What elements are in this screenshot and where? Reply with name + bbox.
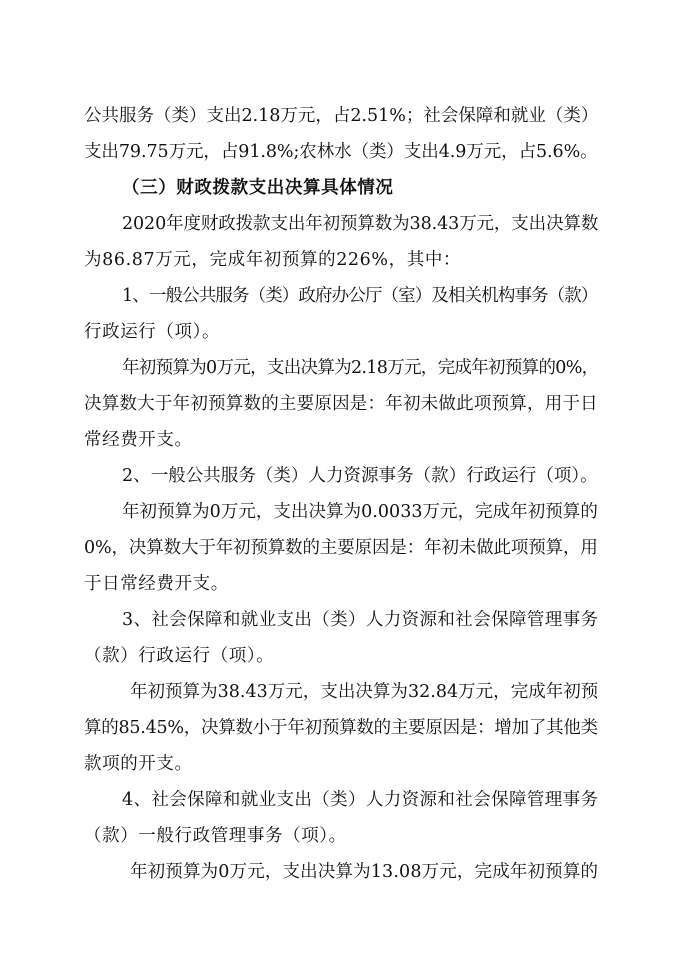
item-1-title-cont: 行政运行（项）。: [84, 322, 221, 342]
body-line-4: 2020年度财政拨款支出年初预算数为38.43万元，支出决算数: [122, 214, 599, 234]
item-1-body-1: 年初预算为0万元，支出决算为2.18万元，完成年初预算的0%，: [122, 358, 599, 378]
item-3-title: 3、社会保障和就业支出（类）人力资源和社会保障管理事务: [122, 610, 599, 630]
item-3-body-2: 算的85.45%，决算数小于年初预算数的主要原因是：增加了其他类: [84, 718, 598, 738]
item-4-title-cont: （款）一般行政管理事务（项）。: [84, 826, 347, 846]
body-line-2: 支出79.75万元，占91.8%;农林水（类）支出4.9万元，占5.6%。: [84, 142, 598, 162]
item-2-body-1: 年初预算为0万元，支出决算为0.0033万元，完成年初预算的: [122, 502, 598, 522]
item-2-body-2: 0%，决算数大于年初预算数的主要原因是：年初未做此项预算，用: [84, 538, 598, 558]
item-3-body-1: 年初预算为38.43万元，支出决算为32.84万元，完成年初预: [130, 682, 599, 702]
section-heading: （三）财政拨款支出决算具体情况: [122, 178, 394, 198]
item-1-body-2: 决算数大于年初预算数的主要原因是：年初未做此项预算，用于日: [84, 394, 598, 414]
item-1-body-3: 常经费开支。: [84, 430, 193, 450]
item-1-title: 1、一般公共服务（类）政府办公厅（室）及相关机构事务（款）: [122, 286, 598, 306]
item-2-body-3: 于日常经费开支。: [84, 574, 229, 594]
item-3-title-cont: （款）行政运行（项）。: [84, 646, 275, 666]
item-4-title: 4、社会保障和就业支出（类）人力资源和社会保障管理事务: [122, 790, 599, 810]
item-2-title: 2、一般公共服务（类）人力资源事务（款）行政运行（项）。: [122, 466, 598, 486]
body-line-5: 为86.87万元，完成年初预算的226%，其中：: [84, 250, 462, 270]
item-4-body-1: 年初预算为0万元，支出决算为13.08万元，完成年初预算的: [130, 862, 599, 882]
body-line-1: 公共服务（类）支出2.18万元，占2.51%；社会保障和就业（类）: [84, 106, 599, 126]
item-3-body-3: 款项的开支。: [84, 754, 193, 774]
